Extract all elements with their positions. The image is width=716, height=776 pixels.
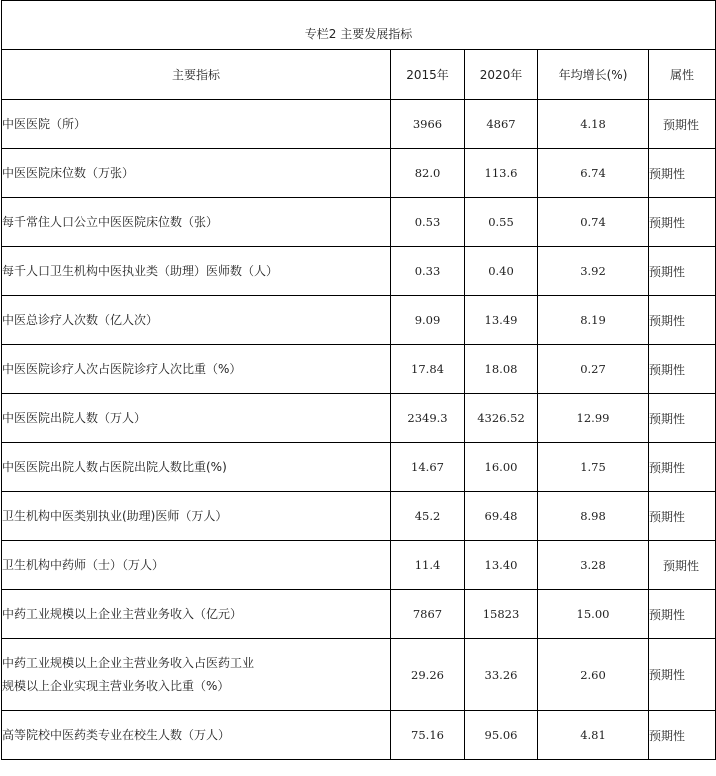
value-growth: 12.99 [538, 394, 649, 443]
value-2020: 0.40 [465, 247, 538, 296]
value-2020: 4326.52 [465, 394, 538, 443]
attribute-text: 预期性 [649, 668, 686, 682]
value-growth: 3.92 [538, 247, 649, 296]
value-growth: 4.81 [538, 711, 649, 760]
table-row [2, 443, 716, 492]
value-attribute [649, 443, 716, 492]
value-attribute [649, 296, 716, 345]
value-2015: 29.26 [391, 639, 465, 711]
indicator-name: 中医医院床位数（万张） [2, 149, 391, 198]
value-growth: 15.00 [538, 590, 649, 639]
value-growth: 2.60 [538, 639, 649, 711]
attribute-text: 预期性 [649, 728, 686, 743]
indicator-name: 每千常住人口公立中医医院床位数（张） [2, 198, 391, 247]
value-attribute [649, 590, 716, 639]
value-attribute [649, 639, 716, 711]
indicator-name: 中医总诊疗人次数（亿人次） [2, 296, 391, 345]
value-growth: 0.74 [538, 198, 649, 247]
table-row [2, 590, 716, 639]
indicator-name [2, 639, 391, 711]
value-2015: 11.4 [391, 541, 465, 590]
value-2020: 15823 [465, 590, 538, 639]
table-row [2, 394, 716, 443]
attribute-text: 预期性 [649, 362, 686, 377]
attribute-text: 预期性 [649, 313, 686, 328]
table-row [2, 296, 716, 345]
value-growth: 0.27 [538, 345, 649, 394]
value-attribute [649, 492, 716, 541]
attribute-text: 预期性 [663, 558, 700, 573]
attribute-text: 预期性 [649, 264, 686, 279]
value-2020: 33.26 [465, 639, 538, 711]
value-attribute [649, 100, 716, 149]
indicator-name-line2: 规模以上企业实现主营业务收入比重（%） [2, 678, 230, 693]
header-indicator: 主要指标 [2, 50, 391, 100]
table-row [2, 711, 716, 760]
indicator-name: 中医医院出院人数（万人） [2, 394, 391, 443]
header-2020: 2020年 [465, 50, 538, 100]
value-2015: 0.33 [391, 247, 465, 296]
table-header-row [2, 50, 716, 100]
value-attribute [649, 198, 716, 247]
indicators-table [1, 0, 716, 760]
value-2015: 0.53 [391, 198, 465, 247]
attribute-text: 预期性 [649, 509, 686, 524]
value-growth: 1.75 [538, 443, 649, 492]
header-2015: 2015年 [391, 50, 465, 100]
value-2015: 7867 [391, 590, 465, 639]
table-row [2, 492, 716, 541]
indicator-name: 中药工业规模以上企业主营业务收入（亿元） [2, 590, 391, 639]
attribute-text: 预期性 [649, 460, 686, 475]
indicator-name: 中医医院出院人数占医院出院人数比重(%) [2, 443, 391, 492]
value-2015: 45.2 [391, 492, 465, 541]
value-attribute [649, 345, 716, 394]
indicator-name: 每千人口卫生机构中医执业类（助理）医师数（人） [2, 247, 391, 296]
indicator-name: 中医医院诊疗人次占医院诊疗人次比重（%） [2, 345, 391, 394]
table-row [2, 198, 716, 247]
value-growth: 4.18 [538, 100, 649, 149]
value-2020: 4867 [465, 100, 538, 149]
attribute-text: 预期性 [649, 607, 686, 622]
value-2020: 0.55 [465, 198, 538, 247]
table-title-cell [2, 1, 716, 50]
value-2015: 2349.3 [391, 394, 465, 443]
table-row [2, 639, 716, 711]
value-growth: 6.74 [538, 149, 649, 198]
indicator-name-line1: 中药工业规模以上企业主营业务收入占医药工业 [2, 655, 255, 670]
value-growth: 8.98 [538, 492, 649, 541]
value-2015: 14.67 [391, 443, 465, 492]
header-growth: 年均增长(%) [538, 50, 649, 100]
table-row [2, 100, 716, 149]
indicator-name: 中医医院（所） [2, 100, 391, 149]
value-growth: 3.28 [538, 541, 649, 590]
table-row [2, 345, 716, 394]
table-row [2, 149, 716, 198]
value-attribute [649, 394, 716, 443]
indicator-name: 高等院校中医药类专业在校生人数（万人） [2, 711, 391, 760]
indicator-name: 卫生机构中药师（士）（万人） [2, 541, 391, 590]
attribute-text: 预期性 [649, 215, 686, 230]
table-row [2, 247, 716, 296]
value-2020: 95.06 [465, 711, 538, 760]
value-2020: 113.6 [465, 149, 538, 198]
attribute-text: 预期性 [649, 411, 686, 426]
attribute-text: 预期性 [649, 166, 686, 181]
table-title: 专栏2 主要发展指标 [304, 26, 413, 41]
value-2015: 3966 [391, 100, 465, 149]
value-2015: 17.84 [391, 345, 465, 394]
value-2015: 75.16 [391, 711, 465, 760]
value-attribute [649, 711, 716, 760]
value-2015: 82.0 [391, 149, 465, 198]
value-2015: 9.09 [391, 296, 465, 345]
value-attribute [649, 247, 716, 296]
value-2020: 69.48 [465, 492, 538, 541]
table-row [2, 541, 716, 590]
value-attribute [649, 149, 716, 198]
value-2020: 13.49 [465, 296, 538, 345]
value-attribute [649, 541, 716, 590]
value-2020: 16.00 [465, 443, 538, 492]
value-2020: 13.40 [465, 541, 538, 590]
value-2020: 18.08 [465, 345, 538, 394]
attribute-text: 预期性 [663, 117, 700, 132]
value-growth: 8.19 [538, 296, 649, 345]
header-attribute: 属性 [649, 50, 716, 100]
indicator-name: 卫生机构中医类别执业(助理)医师（万人） [2, 492, 391, 541]
